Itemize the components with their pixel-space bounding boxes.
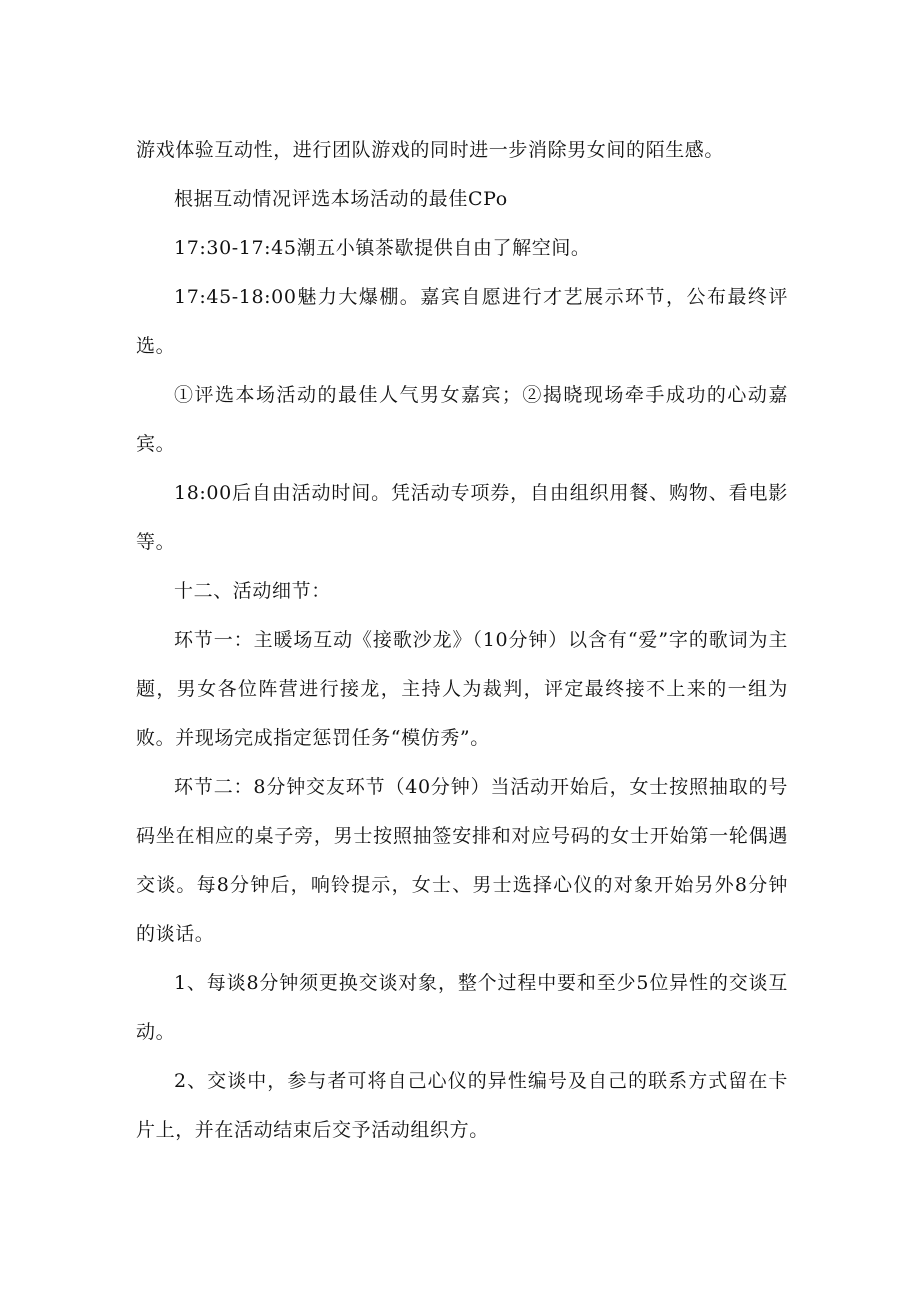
paragraph-rule-one: 1、每谈8分钟须更换交谈对象，整个过程中要和至少5位异性的交谈互动。 <box>136 972 788 1043</box>
paragraph-awards: ①评选本场活动的最佳人气男女嘉宾；②揭晓现场牵手成功的心动嘉宾。 <box>136 384 788 455</box>
paragraph-segment-two: 环节二：8分钟交友环节（40分钟）当活动开始后，女士按照抽取的号码坐在相应的桌子旁，男士按照抽签安排和对应号码的女士开始第一轮偶遇交谈。每8分钟后，响铃提示，女士、男士选择心仪的对象开始另外8分钟的谈话。 <box>136 776 788 945</box>
paragraph-talent-show: 17:45-18:00魅力大爆棚。嘉宾自愿进行才艺展示环节，公布最终评选。 <box>136 286 788 357</box>
paragraph-free-time: 18:00后自由活动时间。凭活动专项券，自由组织用餐、购物、看电影等。 <box>136 482 788 553</box>
paragraph-segment-one: 环节一：主暖场互动《接歌沙龙》（10分钟）以含有“爱”字的歌词为主题，男女各位阵营进行接龙，主持人为裁判，评定最终接不上来的一组为败。并现场完成指定惩罚任务“模仿秀”。 <box>136 629 788 749</box>
paragraph-tea-break: 17:30-17:45潮五小镇茶歇提供自由了解空间。 <box>174 237 591 259</box>
paragraph-best-cp: 根据互动情况评选本场活动的最佳CPo <box>174 188 508 210</box>
section-heading-activity-details: 十二、活动细节： <box>174 580 331 602</box>
paragraph-game-experience: 游戏体验互动性，进行团队游戏的同时进一步消除男女间的陌生感。 <box>136 139 725 161</box>
paragraph-rule-two: 2、交谈中，参与者可将自己心仪的异性编号及自己的联系方式留在卡片上，并在活动结束后交予活动组织方。 <box>136 1070 788 1141</box>
